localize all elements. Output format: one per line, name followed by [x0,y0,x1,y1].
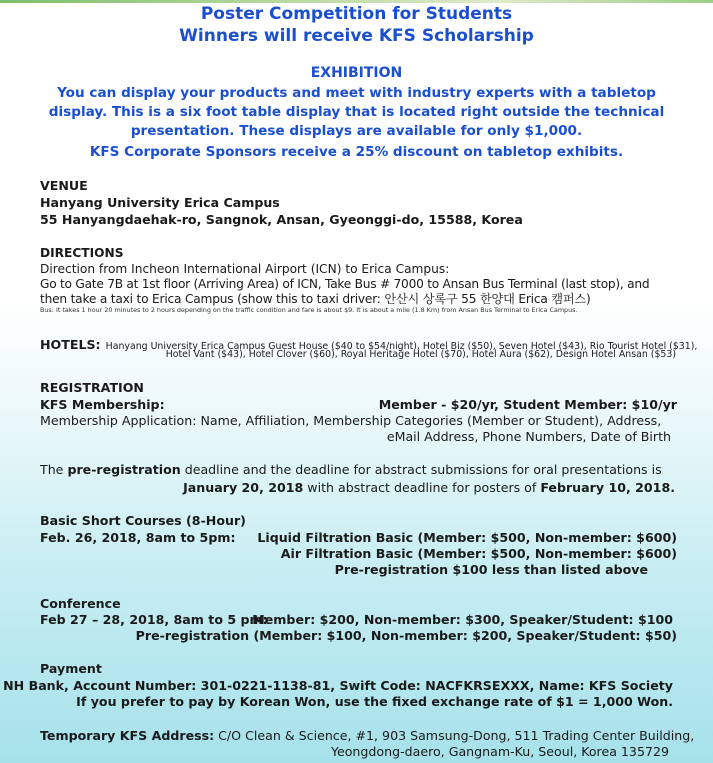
registration-heading: REGISTRATION [40,380,144,395]
course-liquid-filtration: Liquid Filtration Basic (Member: $500, Non-member: $600) [257,530,677,545]
payment-bank-details: NH Bank, Account Number: 301-0221-1138-81, Swift Code: NACFKRSEXXX, Name: KFS Society [3,678,673,693]
payment-korean-won: If you prefer to pay by Korean Won, use the fixed exchange rate of $1 = 1,000 Won. [76,694,673,709]
courses-preregistration: Pre-registration $100 less than listed above [334,562,648,577]
hotels-label: HOTELS: [40,337,101,352]
membership-fees: Member - $20/yr, Student Member: $10/yr [378,397,677,412]
directions-line-1: Direction from Incheon International Airport (ICN) to Erica Campus: [40,262,450,276]
exhibition-line-2: display. This is a six foot table display that is located right outside the technical [48,104,665,120]
hotels-line-1: Hanyang University Erica Campus Guest House ($40 to $54/night), Hotel Biz ($50), Seven Hotel ($43), Rio Tourist Hotel ($31), [105,341,698,352]
conference-fees: Member: $200, Non-member: $300, Speaker/Student: $100 [252,612,673,627]
preregistration-sentence [40,462,662,478]
conference-preregistration: Pre-registration (Member: $100, Non-member: $200, Speaker/Student: $50) [135,628,677,643]
directions-line-2: Go to Gate 7B at 1st floor (Arriving Area) of ICN, Take Bus # 7000 to Ansan Bus Terminal (last stop), and [40,277,650,291]
venue-name: Hanyang University Erica Campus [40,195,280,210]
conference-heading: Conference [40,596,121,611]
directions-bus-note: Bus: It takes 1 hour 20 minutes to 2 hours depending on the traffic condition and fare is about $9. It is about a mile (1.8 Km) from Ansan Bus Terminal to Erica Campus. [40,306,578,314]
poster-deadline-date: February 10, 2018. [540,480,675,495]
payment-heading: Payment [40,661,102,676]
header-line-2: Winners will receive KFS Scholarship [179,26,534,46]
header-line-1: Poster Competition for Students [200,4,513,24]
venue-heading: VENUE [40,178,88,193]
exhibition-line-1: You can display your products and meet with industry experts with a tabletop [57,85,656,101]
deadline-sentence [183,480,675,496]
conference-date: Feb 27 – 28, 2018, 8am to 5 pm: [40,612,268,627]
membership-label: KFS Membership: [40,397,165,412]
courses-heading: Basic Short Courses (8-Hour) [40,513,246,528]
membership-application-line-2: eMail Address, Phone Numbers, Date of Birth [386,429,671,444]
courses-date: Feb. 26, 2018, 8am to 5pm: [40,530,236,545]
prereg-text-pre: The [40,462,68,477]
hotels-line-2: Hotel Vant ($43), Hotel Clover ($60), Royal Heritage Hotel ($70), Hotel Aura ($62), Design Hotel Ansan ($53) [165,349,676,360]
kfs-address-line-1 [40,728,694,744]
exhibition-line-3: presentation. These displays are available for only $1,000. [130,123,583,139]
kfs-address-label: Temporary KFS Address: [40,728,215,743]
exhibition-title: EXHIBITION [310,65,403,81]
kfs-address-line-2: Yeongdong-daero, Gangnam-Ku, Seoul, Korea 135729 [330,744,669,759]
directions-heading: DIRECTIONS [40,246,124,260]
abstract-deadline-date: January 20, 2018 [183,480,304,495]
venue-address: 55 Hanyangdaehak-ro, Sangnok, Ansan, Gyeonggi-do, 15588, Korea [40,212,523,227]
directions-line-3: then take a taxi to Erica Campus (show this to taxi driver: 안산시 상록구 55 한양대 Erica 캠퍼스) [40,292,591,306]
course-air-filtration: Air Filtration Basic (Member: $500, Non-member: $600) [280,546,677,561]
kfs-address-text: C/O Clean & Science, #1, 903 Samsung-Dong, 511 Trading Center Building, [214,728,695,743]
membership-application-line-1: Membership Application: Name, Affiliation, Membership Categories (Member or Student), Address, [40,413,662,428]
exhibition-line-4: KFS Corporate Sponsors receive a 25% discount on tabletop exhibits. [89,144,624,160]
deadline-mid-text: with abstract deadline for posters of [303,480,541,495]
prereg-text-post: deadline and the deadline for abstract submissions for oral presentations is [180,462,662,477]
prereg-bold: pre-registration [67,462,181,477]
